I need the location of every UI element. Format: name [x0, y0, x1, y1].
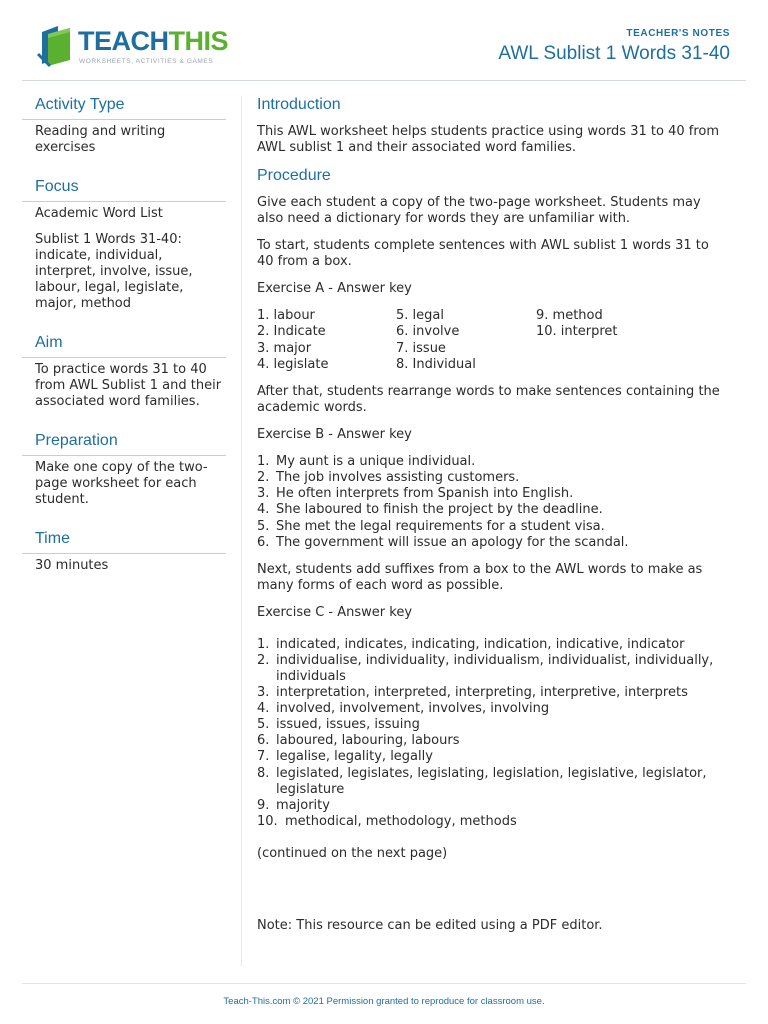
time-heading: Time — [22, 530, 226, 554]
procedure-paragraph-2: To start, students complete sentences with AWL sublist 1 words 31 to 40 from a box. — [257, 238, 709, 269]
answer-item: 6. involve — [396, 324, 460, 340]
brand-name-teach: TEACH — [78, 26, 169, 56]
answer-item: 7. issue — [396, 340, 446, 356]
answer-item: 2. Indicate — [257, 324, 326, 340]
aim-section — [22, 334, 226, 410]
answer-item: 10. interpret — [536, 324, 618, 340]
list-item — [257, 486, 727, 502]
list-item — [257, 502, 727, 518]
list-item — [257, 749, 727, 765]
item-text: legalise, legality, legally — [276, 749, 433, 765]
answer-item: 5. legal — [396, 308, 444, 323]
list-item — [257, 653, 727, 685]
item-text: legislated, legislates, legislating, legislation, legislative, legislator, legislature — [276, 765, 707, 797]
time-section — [22, 530, 226, 574]
item-text: He often interprets from Spanish into English. — [276, 486, 574, 502]
brand-logo — [36, 24, 236, 70]
brand-tagline: WORKSHEETS, ACTIVITIES & GAMES — [79, 58, 214, 65]
exercise-b-answer-key — [257, 454, 727, 551]
procedure-paragraph-3: After that, students rearrange words to make sentences containing the academic words. — [257, 384, 720, 416]
header-divider — [22, 80, 746, 81]
list-item — [257, 798, 727, 814]
footer-copyright: Teach-This.com © 2021 Permission granted to reproduce for classroom use. — [223, 996, 545, 1007]
item-number: 2. — [257, 470, 270, 486]
pdf-editor-note: Note: This resource can be edited using a PDF editor. — [257, 917, 603, 933]
list-item — [257, 701, 727, 717]
list-item — [257, 766, 727, 798]
aim-heading: Aim — [22, 334, 226, 358]
item-text: issued, issues, issuing — [276, 717, 420, 733]
item-text: laboured, labouring, labours — [276, 733, 460, 749]
answer-item: 3. major — [257, 340, 312, 356]
item-number: 1. — [257, 454, 270, 470]
item-number: 4. — [257, 502, 270, 518]
item-number: 8. — [257, 765, 270, 781]
procedure-paragraph-4: Next, students add suffixes from a box to the AWL words to make as many forms of each word as possible. — [257, 561, 703, 593]
focus-word-list: Sublist 1 Words 31-40: indicate, individual, interpret, involve, issue, labour, legal, legislate, major, method — [35, 232, 193, 311]
exercise-a-answer-key — [257, 308, 727, 373]
activity-type-section — [22, 96, 226, 156]
item-number: 9. — [257, 797, 270, 813]
introduction-heading: Introduction — [257, 96, 341, 113]
exercise-a-column — [536, 308, 686, 373]
list-item — [257, 685, 727, 701]
focus-text: Academic Word List — [35, 206, 163, 221]
item-text: majority — [276, 797, 330, 813]
item-text: interpretation, interpreted, interpreting, interpretive, interprets — [276, 685, 688, 701]
exercise-a-column — [396, 308, 536, 373]
header-titles — [498, 28, 730, 65]
footer-divider — [22, 983, 746, 984]
time-text: 30 minutes — [35, 558, 109, 573]
item-number: 4. — [257, 701, 270, 717]
item-number: 1. — [257, 636, 270, 652]
item-text: individualise, individuality, individualism, individualist, individually, individuals — [276, 652, 714, 684]
item-number: 3. — [257, 486, 270, 502]
item-number: 5. — [257, 717, 270, 733]
item-text: The government will issue an apology for the scandal. — [276, 534, 629, 550]
focus-section — [22, 178, 226, 312]
brand-name-this: THIS — [168, 26, 229, 56]
preparation-section — [22, 432, 226, 508]
brand-name — [78, 26, 228, 57]
column-divider — [241, 96, 242, 966]
item-text: She met the legal requirements for a student visa. — [276, 518, 605, 534]
continued-note: (continued on the next page) — [257, 845, 448, 861]
list-item — [257, 717, 727, 733]
item-number: 6. — [257, 733, 270, 749]
exercise-c-label: Exercise C - Answer key — [257, 604, 413, 620]
book-icon — [36, 24, 76, 68]
sidebar — [22, 96, 226, 596]
item-number: 7. — [257, 749, 270, 765]
item-text: methodical, methodology, methods — [285, 813, 517, 829]
list-item — [257, 733, 727, 749]
procedure-heading: Procedure — [257, 167, 331, 184]
procedure-paragraph-1: Give each student a copy of the two-page worksheet. Students may also need a dictionary for words they are unfamiliar with. — [257, 195, 701, 226]
list-item — [257, 637, 727, 653]
aim-text: To practice words 31 to 40 from AWL Sublist 1 and their associated word families. — [35, 362, 222, 409]
item-number: 6. — [257, 534, 270, 550]
exercise-a-label: Exercise A - Answer key — [257, 281, 412, 296]
exercise-c-answer-key — [257, 637, 727, 830]
item-number: 5. — [257, 518, 270, 534]
exercise-a-column — [257, 308, 396, 373]
item-number: 3. — [257, 685, 270, 701]
activity-type-heading: Activity Type — [22, 96, 226, 120]
item-text: She laboured to finish the project by the deadline. — [276, 502, 603, 518]
item-number: 2. — [257, 652, 270, 668]
preparation-text: Make one copy of the two-page worksheet for each student. — [35, 460, 208, 507]
exercise-b-label: Exercise B - Answer key — [257, 427, 412, 443]
item-text: My aunt is a unique individual. — [276, 454, 476, 470]
answer-item: 9. method — [536, 308, 603, 323]
item-text: involved, involvement, involves, involving — [276, 701, 550, 717]
teachers-notes-label: TEACHER'S NOTES — [626, 28, 730, 39]
list-item — [257, 535, 727, 551]
list-item — [257, 454, 727, 470]
item-text: The job involves assisting customers. — [276, 470, 520, 486]
answer-item: 1. labour — [257, 308, 315, 323]
main-content — [257, 96, 727, 945]
activity-type-text: Reading and writing exercises — [35, 124, 166, 155]
item-number: 10. — [257, 813, 278, 829]
focus-heading: Focus — [22, 178, 226, 202]
list-item — [257, 814, 727, 830]
answer-item: 8. Individual — [396, 356, 476, 372]
page-title: AWL Sublist 1 Words 31-40 — [498, 43, 730, 64]
item-text: indicated, indicates, indicating, indication, indicative, indicator — [276, 636, 685, 652]
introduction-text: This AWL worksheet helps students practice using words 31 to 40 from AWL sublist 1 and their associated word families. — [257, 124, 720, 155]
answer-item: 4. legislate — [257, 356, 329, 372]
preparation-heading: Preparation — [22, 432, 226, 456]
list-item — [257, 519, 727, 535]
list-item — [257, 470, 727, 486]
